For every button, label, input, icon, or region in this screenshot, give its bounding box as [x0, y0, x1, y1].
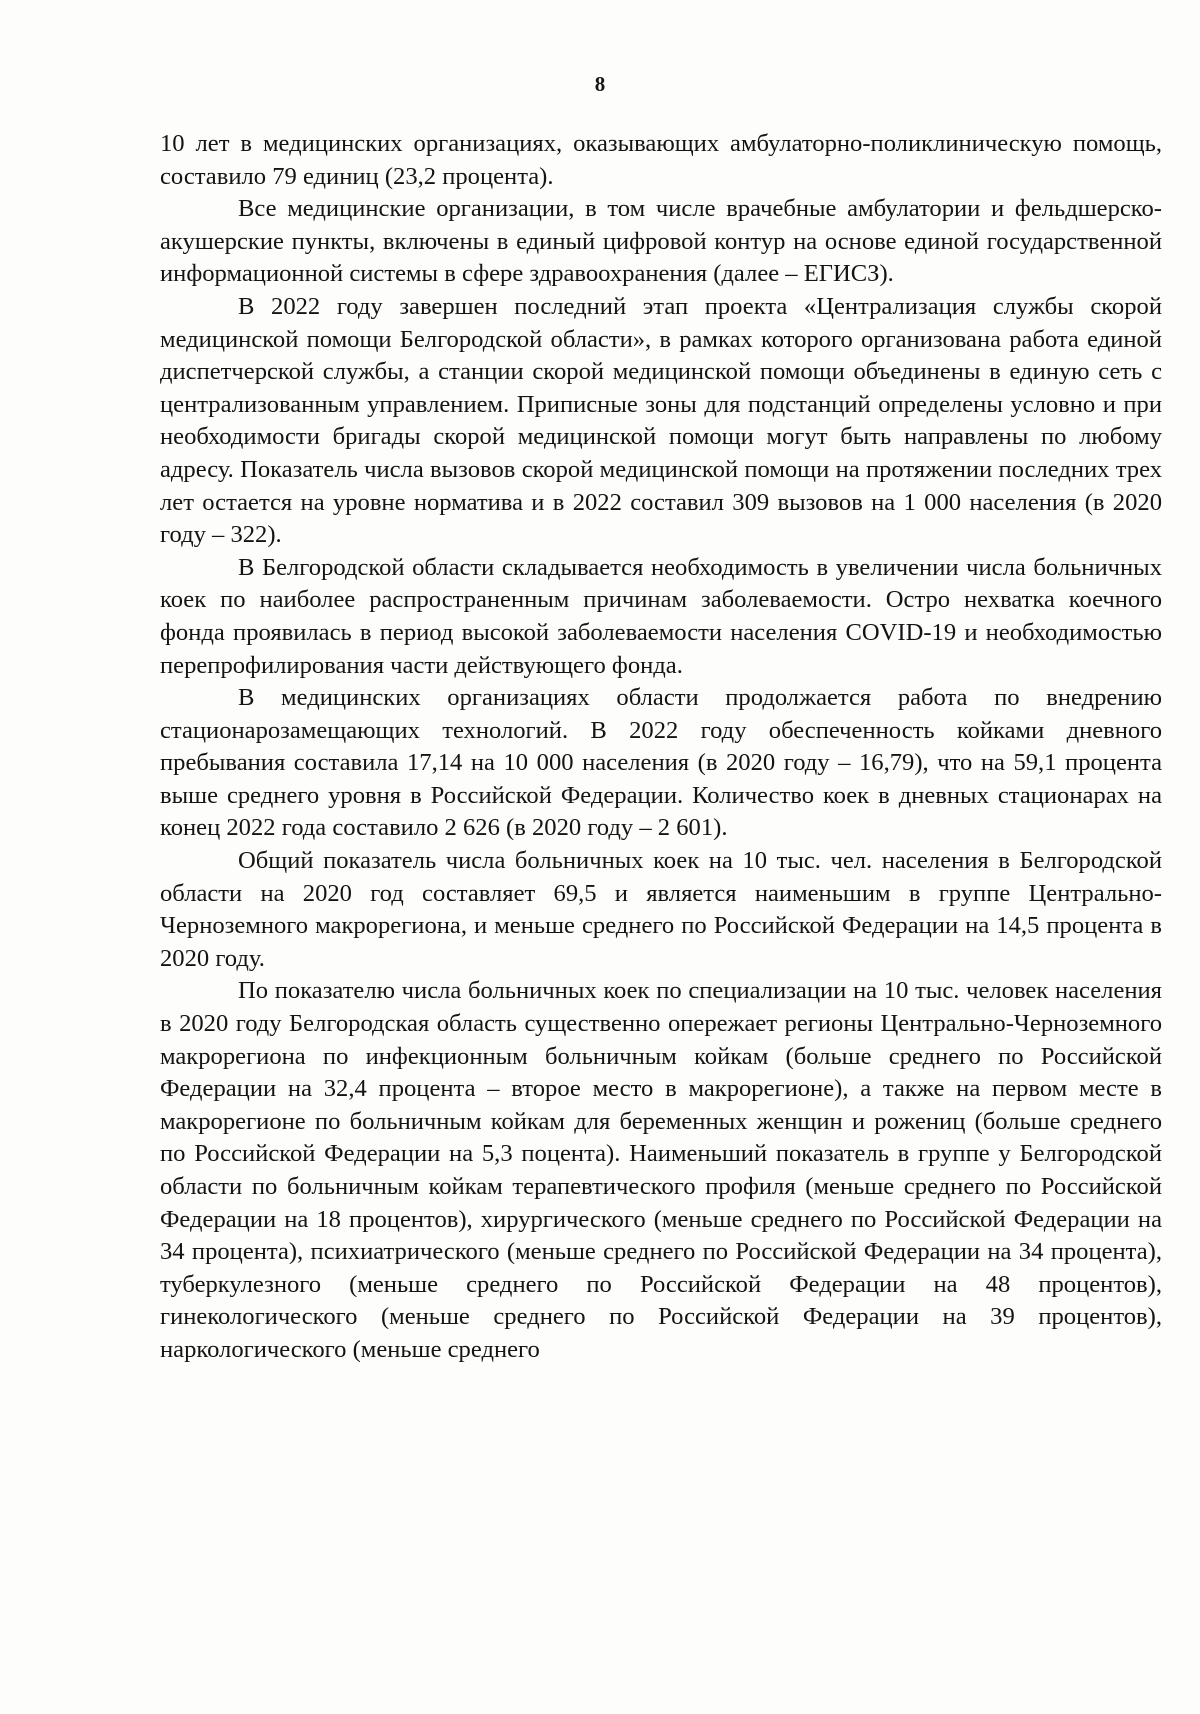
page-number: 8 [594, 72, 606, 96]
paragraph-hospital-beds-need: В Белгородской области складывается необходимость в увеличении числа больничных коек по наиболее распространенным причинам заболеваемости. Остро нехватка коечного фонда проявилась в период высокой заболеваемости населения COVID-19 и необходимостью перепрофилирования части действующего фонда. [160, 553, 1162, 679]
paragraph-continuation: 10 лет в медицинских организациях, оказывающих амбулаторно-поликлиническую помощь, составило 79 единиц (23,2 процента). [160, 130, 1162, 190]
paragraph-specialized-beds: По показателю числа больничных коек по специализации на 10 тыс. человек населения в 2020 году Белгородская область существенно опережает регионы Центрально-Черноземного макрорегиона по инфекционным больничным койкам (больше среднего по Российской Федерации на 32,4 процента – второе место в макрорегионе), а также на первом месте в макрорегионе по больничным койкам для беременных женщин и рожениц (больше среднего по Российской Федерации на 5,3 поцента). Наименьший показатель в группе у Белгородской области по больничным койкам терапевтического профиля (меньше среднего по Российской Федерации на 18 процентов), хирургического (меньше среднего по Российской Федерации на 34 процента), психиатрического (меньше среднего по Российской Федерации на 34 процента), туберкулезного (меньше среднего по Российской Федерации на 48 процентов), гинекологического (меньше среднего по Российской Федерации на 39 процентов), наркологического (меньше среднего [160, 977, 1162, 1363]
paragraph-day-hospital: В медицинских организациях области продолжается работа по внедрению стационарозамещающих технологий. В 2022 году обеспеченность койками дневного пребывания составила 17,14 на 10 000 населения (в 2020 году – 16,79), что на 59,1 процента выше среднего уровня в Российской Федерации. Количество коек в дневных стационарах на конец 2022 года составило 2 626 (в 2020 году – 2 601). [160, 684, 1162, 842]
document-body [160, 128, 1162, 1367]
paragraph-total-beds: Общий показатель числа больничных коек на 10 тыс. чел. населения в Белгородской области на 2020 год составляет 69,5 и является наименьшим в группе Центрально-Черноземного макрорегиона, и меньше среднего по Российской Федерации на 14,5 процента в 2020 году. [160, 847, 1162, 972]
paragraph-ambulance-centralization: В 2022 году завершен последний этап проекта «Централизация службы скорой медицинской помощи Белгородской области», в рамках которого организована работа единой диспетчерской службы, а станции скорой медицинской помощи объединены в единую сеть с централизованным управлением. Приписные зоны для подстанций определены условно и при необходимости бригады скорой медицинской помощи могут быть направлены по любому адресу. Показатель числа вызовов скорой медицинской помощи на протяжении последних трех лет остается на уровне норматива и в 2022 составил 309 вызовов на 1 000 населения (в 2020 году – 322). [160, 292, 1162, 549]
paragraph-egisz: Все медицинские организации, в том числе врачебные амбулатории и фельдшерско-акушерские пункты, включены в единый цифровой контур на основе единой государственной информационной системы в сфере здравоохранения (далее – ЕГИСЗ). [160, 195, 1162, 288]
